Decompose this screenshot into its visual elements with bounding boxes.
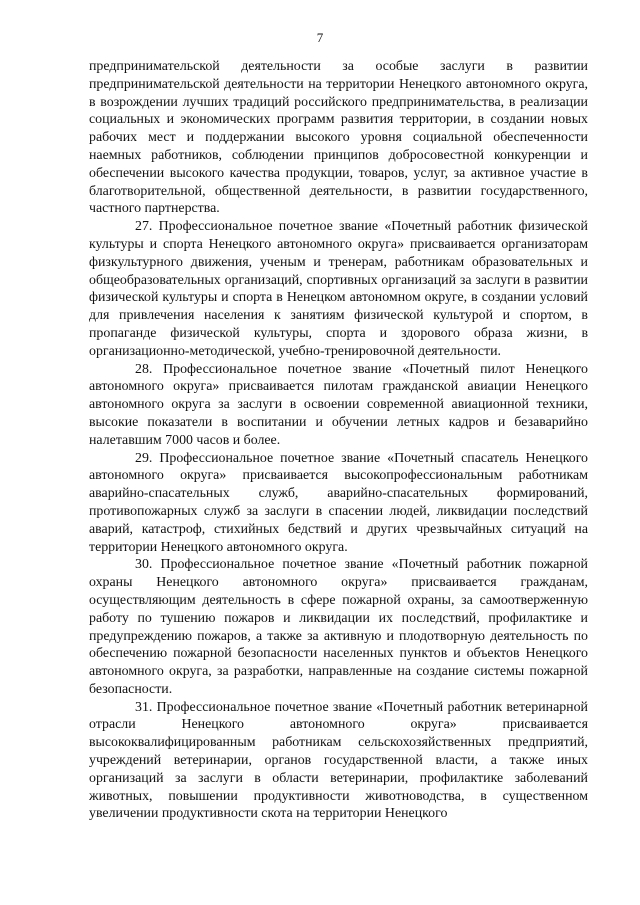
paragraph-item-30: 30. Профессиональное почетное звание «Почетный работник пожарной охраны Ненецкого автономного округа» присваивается гражданам, осуществляющим деятельность в сфере пожарной охраны, за самоотверженную работу по тушению пожаров и ликвидации их последствий, профилактике и предупреждению пожаров, а также за активную и плодотворную деятельность по обеспечению пожарной безопасности населенных пунктов и объектов Ненецкого автономного округа, за разработки, направленные на создание системы пожарной безопасности.	[89, 557, 588, 697]
page-number: 7	[316, 30, 324, 45]
paragraph-item-29: 29. Профессиональное почетное звание «Почетный спасатель Ненецкого автономного округа» присваивается высокопрофессиональным работникам аварийно-спасательных служб, аварийно-спасательных формирований, противопожарных служб за заслуги в спасении людей, ликвидации последствий аварий, катастроф, стихийных бедствий и других чрезвычайных ситуаций на территории Ненецкого автономного округа.	[89, 450, 588, 555]
paragraph-item-28: 28. Профессиональное почетное звание «Почетный пилот Ненецкого автономного округа» присваивается пилотам гражданской авиации Ненецкого автономного округа за заслуги в освоении современной авиационной техники, высокие показатели в воспитании и обучении летных кадров и безаварийно налетавшим 7000 часов и более.	[89, 361, 588, 448]
document-body	[89, 58, 588, 823]
paragraph-continuation: предпринимательской деятельности за особые заслуги в развитии предпринимательской деятельности на территории Ненецкого автономного округа, в возрождении лучших традиций российского предпринимательства, в реализации социальных и экономических программ развития территории, в создании новых рабочих мест и поддержании высокого уровня социальной обеспеченности наемных работников, соблюдении принципов добросовестной конкуренции и обеспечении высокого качества продукции, товаров, услуг, за активное участие в благотворительной, общественной деятельности, в развитии государственного, частного партнерства.	[89, 59, 588, 217]
paragraph-item-27: 27. Профессиональное почетное звание «Почетный работник физической культуры и спорта Ненецкого автономного округа» присваивается организаторам физкультурного движения, ученым и тренерам, работникам образовательных и общеобразовательных организаций, спортивных организаций за заслуги в развитии физической культуры и спорта в Ненецком автономном округе, в создании условий для привлечения населения к занятиям физической культурой и спортом, в пропаганде физической культуры, спорта и здорового образа жизни, в организационно-методической, учебно-тренировочной деятельности.	[89, 219, 588, 359]
paragraph-item-31: 31. Профессиональное почетное звание «Почетный работник ветеринарной отрасли Ненецкого автономного округа» присваивается высококвалифицированным работникам сельскохозяйственных предприятий, учреждений ветеринарии, органов государственной власти, а также иных организаций за заслуги в области ветеринарии, профилактике заболеваний животных, повышении продуктивности животноводства, в существенном увеличении продуктивности скота на территории Ненецкого	[89, 699, 588, 822]
